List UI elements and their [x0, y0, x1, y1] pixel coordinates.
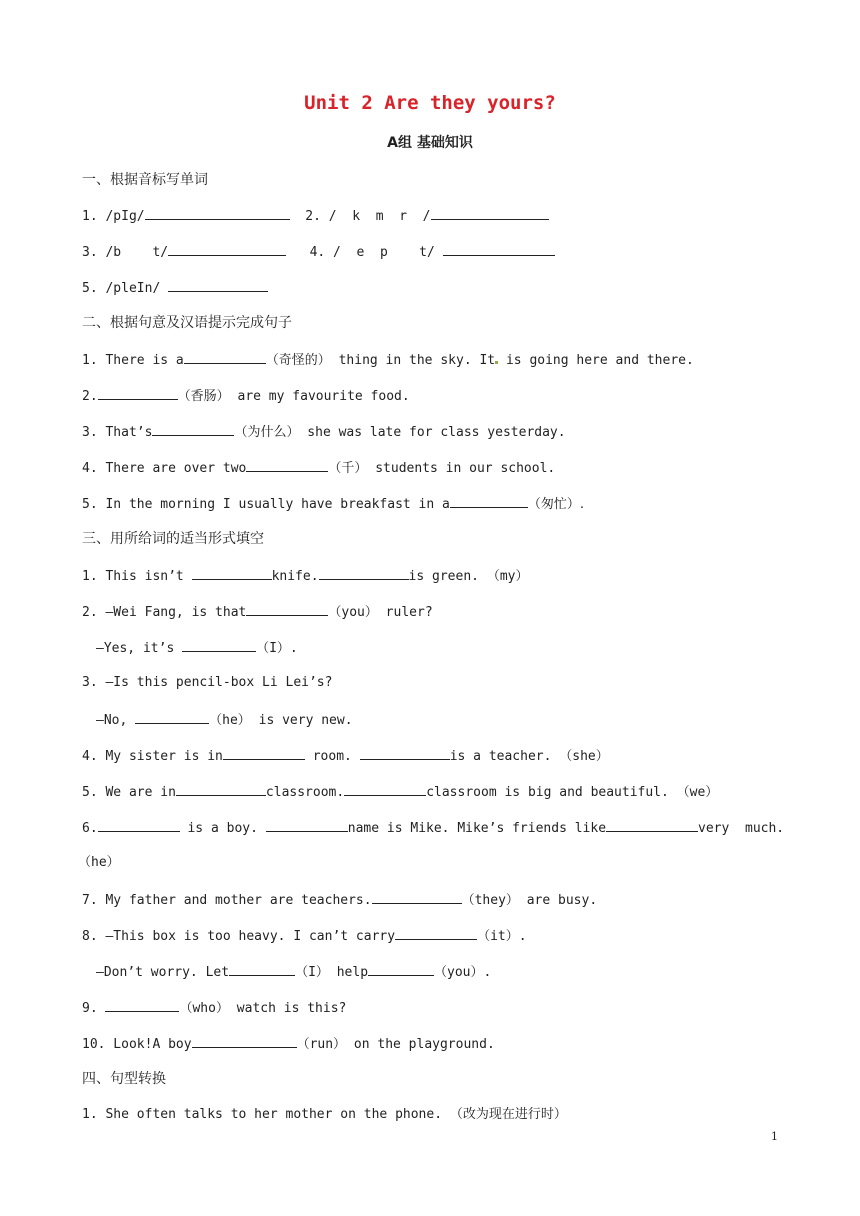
question-row — [82, 890, 597, 910]
question-text: —No, — [96, 713, 136, 728]
question-text: she was late for class yesterday. — [299, 425, 566, 440]
question-row — [82, 1034, 495, 1054]
section-heading-3: 三、用所给词的适当形式填空 — [82, 531, 264, 547]
question-text: 2. —Wei Fang, is that — [82, 605, 247, 620]
question-text: is a boy. — [179, 821, 266, 836]
question-row — [96, 638, 298, 658]
answer-blank[interactable] — [184, 350, 266, 364]
question-row — [82, 746, 609, 766]
question-text: —Don’t worry. Let — [96, 965, 230, 980]
question-row — [82, 602, 433, 622]
question-text: （it）. — [477, 929, 527, 944]
question-text: 4. My sister is in — [82, 749, 223, 764]
question-text: is going here and there. — [498, 353, 694, 368]
question-row — [82, 998, 346, 1018]
hint-text: （香肠） — [177, 389, 230, 404]
question-text: （I）. — [256, 641, 298, 656]
page-number: 1 — [771, 1130, 778, 1143]
question-text: 3. That’s — [82, 425, 153, 440]
question-text: students in our school. — [367, 461, 556, 476]
question-text: 1. There is a — [82, 353, 184, 368]
question-text: 1. /pIg/ — [82, 209, 145, 224]
question-text: 4. There are over two — [82, 461, 247, 476]
question-text: 8. —This box is too heavy. I can’t carry — [82, 929, 396, 944]
hint-text: （为什么） — [234, 425, 300, 440]
answer-blank[interactable] — [176, 782, 266, 796]
answer-blank[interactable] — [135, 710, 209, 724]
page-title: Unit 2 Are they yours? — [304, 92, 556, 114]
question-row — [82, 782, 718, 802]
question-text: 5. /pleIn/ — [82, 281, 161, 296]
question-text: （he） — [78, 855, 120, 870]
question-text: （you） ruler? — [328, 605, 433, 620]
question-text: 3. /b t/ — [82, 245, 169, 260]
answer-blank[interactable] — [319, 566, 409, 580]
question-row — [82, 386, 410, 406]
page-subtitle: A组 基础知识 — [387, 135, 473, 151]
question-text: （he） is very new. — [209, 713, 353, 728]
question-text: 6. — [82, 821, 98, 836]
question-text: 10. Look!A boy — [82, 1037, 192, 1052]
question-text: 9. — [82, 1001, 106, 1016]
question-text: （you）. — [434, 965, 492, 980]
answer-blank[interactable] — [105, 998, 179, 1012]
answer-blank[interactable] — [266, 818, 348, 832]
question-row — [96, 962, 491, 982]
question-text: —Yes, it’s — [96, 641, 183, 656]
question-row — [78, 854, 120, 872]
question-row — [82, 242, 555, 262]
question-row — [82, 1106, 567, 1124]
question-text: 1. This isn’t — [82, 569, 192, 584]
answer-blank[interactable] — [360, 746, 450, 760]
question-row — [82, 566, 528, 586]
section-heading-1: 一、根据音标写单词 — [82, 172, 208, 188]
answer-blank[interactable] — [450, 494, 528, 508]
question-text: 1. She often talks to her mother on the phone. — [82, 1107, 450, 1122]
question-text: 2. — [82, 389, 98, 404]
answer-blank[interactable] — [98, 386, 178, 400]
question-text: classroom is big and beautiful. （we） — [426, 785, 719, 800]
question-text: 7. My father and mother are teachers. — [82, 893, 372, 908]
answer-blank[interactable] — [443, 242, 555, 256]
question-row — [82, 926, 527, 946]
answer-blank[interactable] — [606, 818, 698, 832]
question-row — [82, 818, 784, 838]
answer-blank[interactable] — [246, 602, 328, 616]
answer-blank[interactable] — [368, 962, 434, 976]
section-heading-2: 二、根据句意及汉语提示完成句子 — [82, 315, 292, 331]
question-text: are my favourite food. — [229, 389, 410, 404]
question-text: name is Mike. Mike’s friends like — [347, 821, 607, 836]
question-row — [82, 494, 584, 514]
question-text: 2. / k m r / — [305, 209, 431, 224]
answer-blank[interactable] — [168, 242, 286, 256]
answer-blank[interactable] — [192, 566, 272, 580]
answer-blank[interactable] — [229, 962, 295, 976]
hint-text: （千） — [328, 461, 368, 476]
question-text: （I） help — [295, 965, 369, 980]
question-row — [82, 422, 566, 442]
question-text: room. — [304, 749, 360, 764]
question-text: （they） are busy. — [461, 893, 598, 908]
hint-text: （奇怪的） — [265, 353, 331, 368]
question-text: （run） on the playground. — [296, 1037, 495, 1052]
question-text: knife. — [271, 569, 319, 584]
question-row — [96, 710, 353, 730]
answer-blank[interactable] — [192, 1034, 297, 1048]
answer-blank[interactable] — [431, 206, 549, 220]
question-text: 3. —Is this pencil-box Li Lei’s? — [82, 675, 333, 690]
question-row — [82, 206, 549, 226]
question-text: 5. We are in — [82, 785, 176, 800]
answer-blank[interactable] — [344, 782, 426, 796]
question-text: is green. （my） — [408, 569, 529, 584]
question-row — [82, 458, 555, 478]
answer-blank[interactable] — [98, 818, 180, 832]
answer-blank[interactable] — [152, 422, 234, 436]
answer-blank[interactable] — [182, 638, 256, 652]
answer-blank[interactable] — [246, 458, 328, 472]
question-text: 5. In the morning I usually have breakfast in a — [82, 497, 450, 512]
question-row — [82, 350, 694, 370]
question-row — [82, 674, 332, 692]
answer-blank[interactable] — [223, 746, 305, 760]
hint-text: （匆忙）. — [527, 497, 584, 512]
section-heading-4: 四、句型转换 — [82, 1071, 166, 1087]
question-text: classroom. — [265, 785, 345, 800]
answer-blank[interactable] — [395, 926, 477, 940]
question-text: （who） watch is this? — [179, 1001, 347, 1016]
hint-text: （改为现在进行时） — [449, 1107, 567, 1122]
question-text: 4. / e p t/ — [309, 245, 435, 260]
answer-blank[interactable] — [372, 890, 462, 904]
question-text: is a teacher. （she） — [449, 749, 609, 764]
question-row — [82, 278, 268, 298]
answer-blank[interactable] — [145, 206, 290, 220]
question-text: thing in the sky. It — [330, 353, 496, 368]
question-text: very much. — [698, 821, 785, 836]
answer-blank[interactable] — [168, 278, 268, 292]
